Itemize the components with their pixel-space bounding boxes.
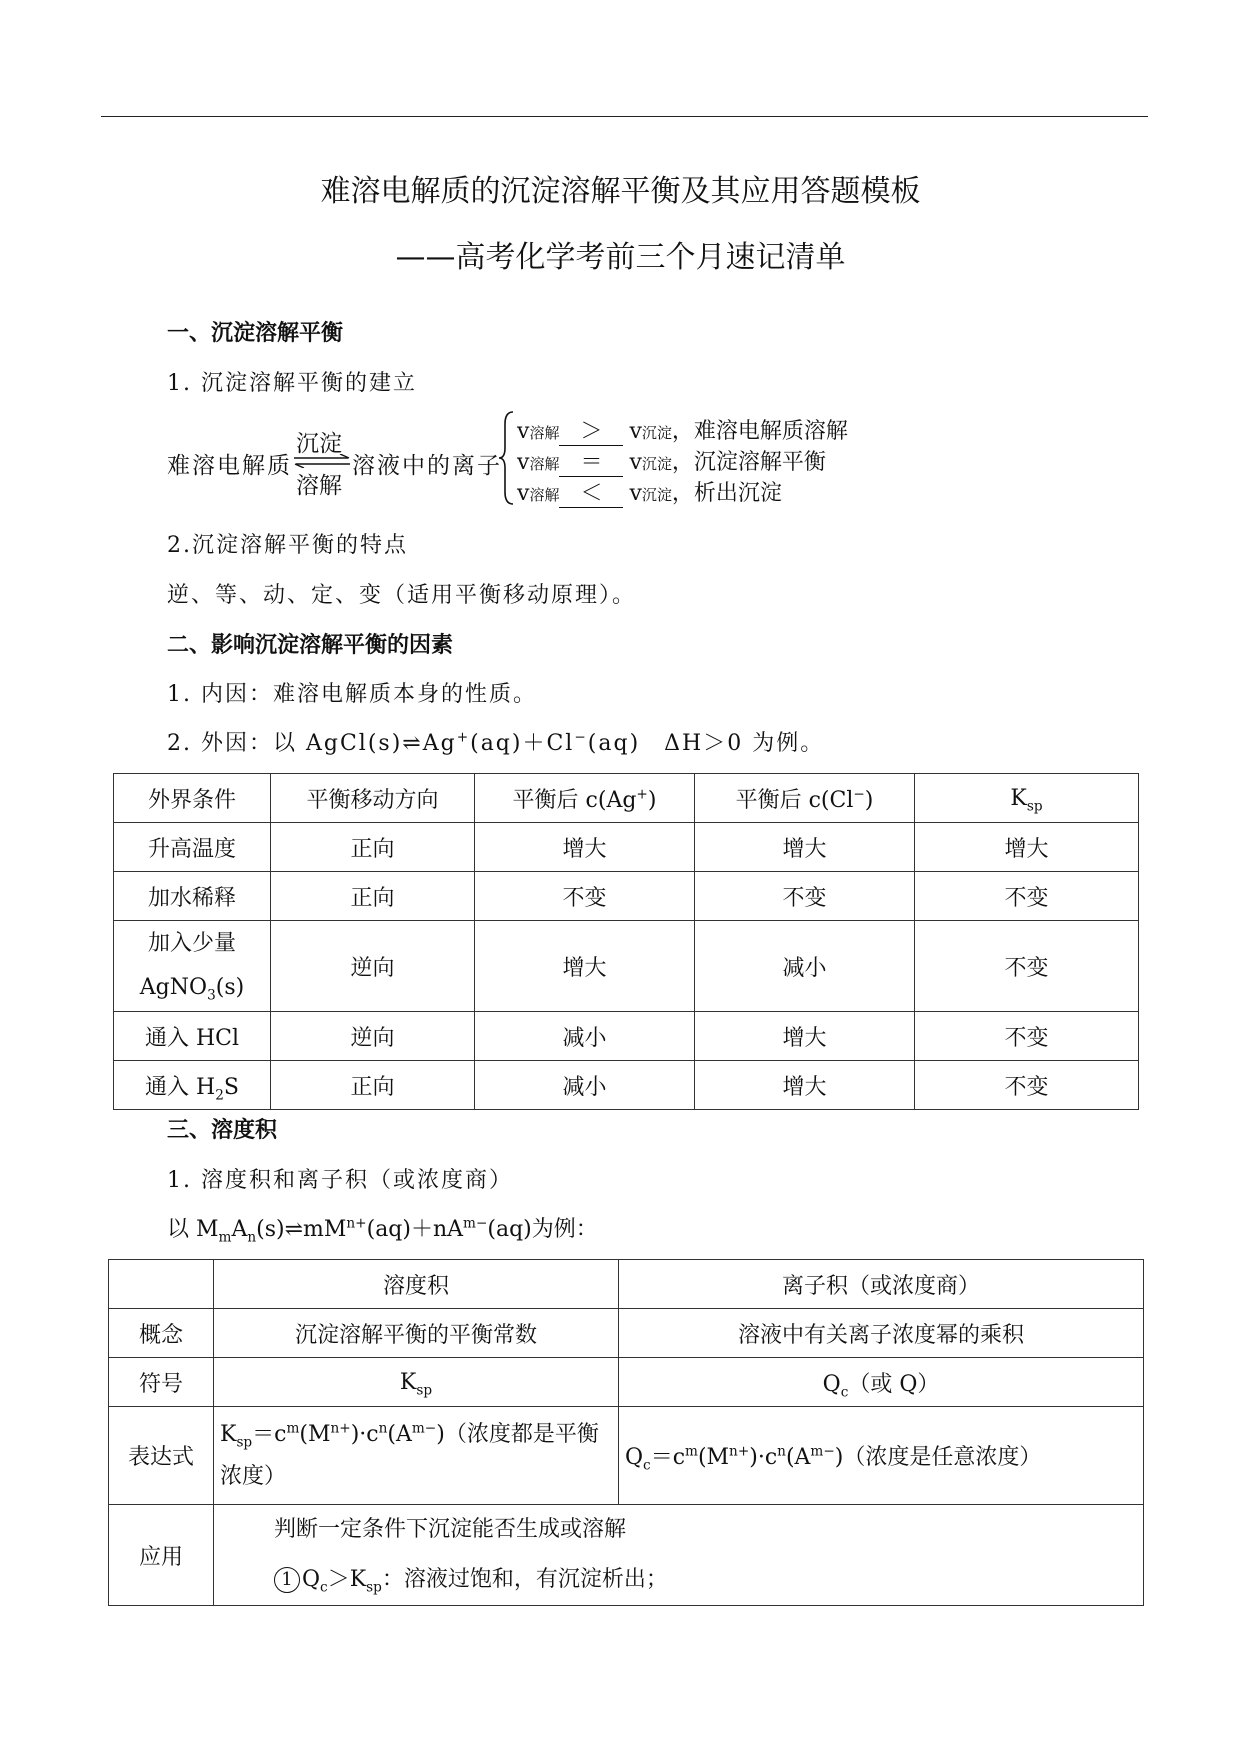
v-symbol: v [517, 450, 530, 475]
table-row [114, 921, 1139, 1012]
table-cell: $K_{sp}=c^m(M^{n+})\cdot c^n(A^{m-})$（浓度都是平衡浓度） [214, 1407, 619, 1505]
table-cell: 增大 [915, 823, 1139, 872]
section-3-example: 以 $M_mA_n(s)\rightleftharpoons mM^{n+}(aq)+nA^{m-}(aq)$为例： [167, 1215, 598, 1246]
table-header-row [114, 774, 1139, 823]
table-cell: 概念 [109, 1309, 214, 1358]
table-cell: 增大 [695, 823, 915, 872]
table-row [114, 1012, 1139, 1061]
section-3-heading: 三、溶度积 [167, 1118, 278, 1143]
v-precip-sub: 沉淀 [641, 486, 672, 504]
condition-row-3 [517, 476, 782, 508]
diagram-arrow-top-label: 沉淀 [296, 431, 342, 457]
v-precip-sub: 沉淀 [641, 455, 672, 473]
apply-line-1: 判断一定条件下沉淀能否生成或溶解 [274, 1517, 627, 1542]
comparison-sign: ＞ [559, 414, 623, 446]
ksp-table [108, 1259, 1144, 1606]
table-cell: 增大 [695, 1012, 915, 1061]
v-symbol: v [629, 419, 642, 444]
v-dissolve-sub: 溶解 [529, 424, 560, 442]
diagram-middle-label: 溶液中的离子 [352, 453, 502, 479]
header-cell: 平衡移动方向 [271, 774, 475, 823]
v-symbol: v [629, 450, 642, 475]
table-row [109, 1407, 1144, 1505]
table-row [114, 1061, 1139, 1110]
header-cell [109, 1260, 214, 1309]
table-cell: 表达式 [109, 1407, 214, 1505]
table-cell: 加水稀释 [114, 872, 271, 921]
table-cell: $Q_c=c^m(M^{n+})\cdot c^n(A^{m-})$（浓度是任意浓度） [619, 1407, 1144, 1505]
v-symbol: v [517, 419, 530, 444]
section-2-item-2 [167, 726, 824, 757]
condition-row-1 [517, 414, 848, 446]
table-cell: 不变 [475, 872, 695, 921]
table-cell: 减小 [475, 1061, 695, 1110]
header-cell: 外界条件 [114, 774, 271, 823]
v-symbol: v [517, 481, 530, 506]
table-row [109, 1358, 1144, 1407]
condition-result: ，析出沉淀 [671, 481, 782, 506]
table-header-row [109, 1260, 1144, 1309]
header-cell: 溶度积 [214, 1260, 619, 1309]
section-2-heading: 二、影响沉淀溶解平衡的因素 [167, 633, 454, 658]
table-cell: 加入少量 AgNO$_3$(s) [114, 921, 271, 1012]
section-1-item-2-text: 逆、等、动、定、变（适用平衡移动原理）。 [167, 583, 637, 608]
table-row [109, 1309, 1144, 1358]
table-cell: 正向 [271, 823, 475, 872]
comparison-sign: ＝ [559, 445, 623, 477]
document-title: 难溶电解质的沉淀溶解平衡及其应用答题模板 [320, 174, 921, 209]
header-cell: $K_{sp}$ [915, 774, 1139, 823]
section-1-heading: 一、沉淀溶解平衡 [167, 321, 344, 346]
document-subtitle: ——高考化学考前三个月速记清单 [395, 240, 846, 275]
table-cell [214, 1505, 1144, 1606]
table-row [114, 872, 1139, 921]
table-cell: 溶液中有关离子浓度幂的乘积 [619, 1309, 1144, 1358]
equation-part: (aq)＋Cl [470, 731, 575, 756]
table-row [109, 1505, 1144, 1606]
condition-row-2 [517, 445, 826, 477]
diagram-arrow-bottom-label: 溶解 [296, 473, 342, 499]
v-dissolve-sub: 溶解 [529, 486, 560, 504]
equation-part: (aq) ΔH＞0 为例。 [587, 731, 825, 756]
section-3-item-1: 1. 溶度积和离子积（或浓度商） [167, 1168, 513, 1193]
table-cell: 逆向 [271, 1012, 475, 1061]
apply-line-2: 1 $Q_c>K_{sp}$：溶液过饱和，有沉淀析出； [274, 1555, 1137, 1605]
table-cell: 不变 [915, 872, 1139, 921]
condition-result: ，难溶电解质溶解 [671, 419, 848, 444]
table-cell: 不变 [915, 1012, 1139, 1061]
circled-number-icon: 1 [274, 1567, 300, 1593]
left-brace-icon [497, 410, 515, 506]
section-1-item-1: 1. 沉淀溶解平衡的建立 [167, 371, 417, 396]
header-cell: 平衡后 c(Cl−) [695, 774, 915, 823]
table-cell: 不变 [915, 1061, 1139, 1110]
header-cell: 离子积（或浓度商） [619, 1260, 1144, 1309]
diagram-left-label: 难溶电解质 [167, 453, 292, 479]
table-cell: 减小 [695, 921, 915, 1012]
table-cell: 不变 [695, 872, 915, 921]
v-precip-sub: 沉淀 [641, 424, 672, 442]
table-cell: 通入 HCl [114, 1012, 271, 1061]
table-cell: 升高温度 [114, 823, 271, 872]
header-rule [101, 116, 1148, 117]
table-cell: 增大 [475, 921, 695, 1012]
table-cell: 增大 [695, 1061, 915, 1110]
table-cell: 正向 [271, 872, 475, 921]
section-2-item-1: 1. 内因：难溶电解质本身的性质。 [167, 682, 537, 707]
table-cell: 增大 [475, 823, 695, 872]
table-cell: 沉淀溶解平衡的平衡常数 [214, 1309, 619, 1358]
table-cell: 不变 [915, 921, 1139, 1012]
table-cell: 逆向 [271, 921, 475, 1012]
table-cell: $K_{sp}$ [214, 1358, 619, 1407]
table-cell: 通入 $H_2S$ [114, 1061, 271, 1110]
table-cell: 符号 [109, 1358, 214, 1407]
v-symbol: v [629, 481, 642, 506]
superscript: + [456, 729, 471, 746]
equation-part: 2. 外因：以 AgCl(s)⇌Ag [167, 731, 457, 756]
reversible-arrow-icon [292, 454, 352, 468]
table-cell: 减小 [475, 1012, 695, 1061]
factors-table [113, 773, 1139, 1110]
comparison-sign: ＜ [559, 476, 623, 508]
section-1-item-2: 2.沉淀溶解平衡的特点 [167, 533, 408, 558]
v-dissolve-sub: 溶解 [529, 455, 560, 473]
superscript: − [574, 729, 588, 746]
table-cell: 正向 [271, 1061, 475, 1110]
condition-result: ，沉淀溶解平衡 [671, 450, 826, 475]
table-cell: 应用 [109, 1505, 214, 1606]
table-cell: $Q_c$（或 Q） [619, 1358, 1144, 1407]
header-cell: 平衡后 c(Ag+) [475, 774, 695, 823]
table-row [114, 823, 1139, 872]
